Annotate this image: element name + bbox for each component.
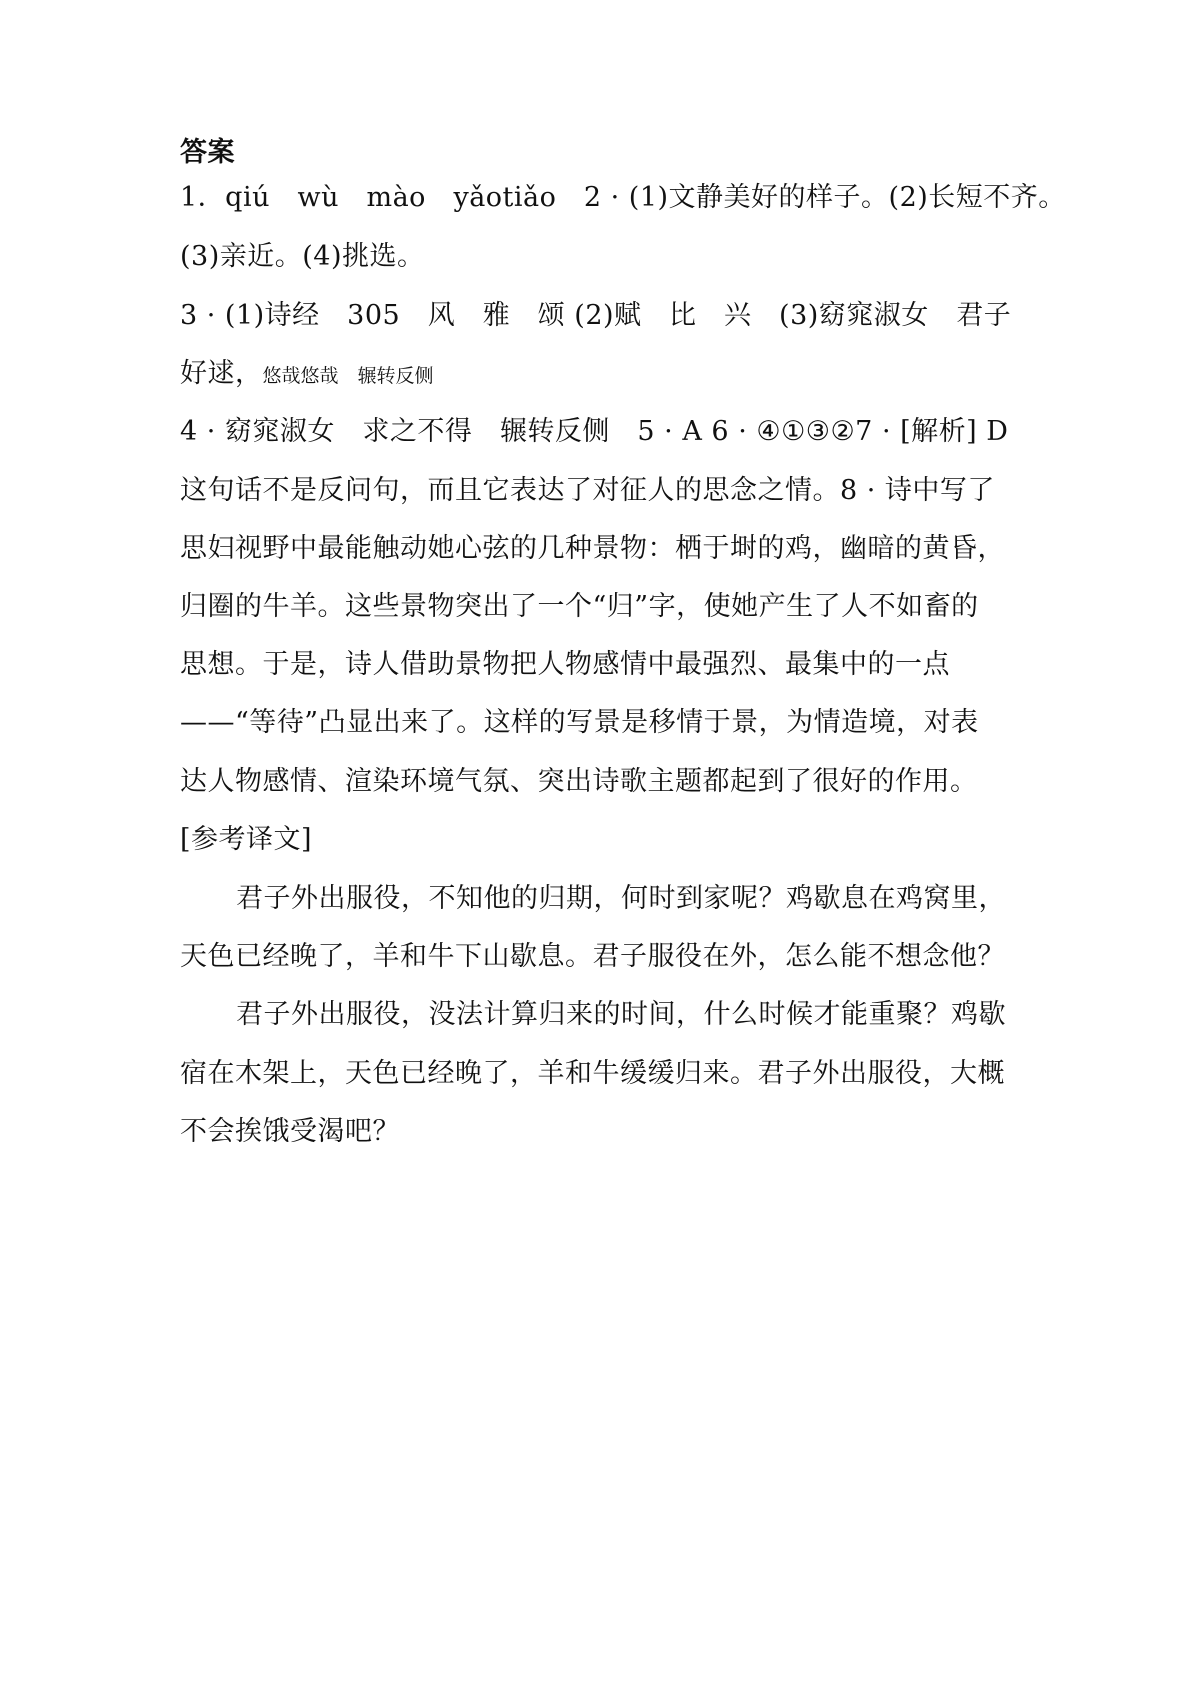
answer-line-4-small: 悠哉悠哉 辗转反侧 (262, 365, 434, 387)
answer-line-4 (180, 357, 434, 393)
translation-p1-line-1: 君子外出服役，不知他的归期，何时到家呢？鸡歇息在鸡窝里， (236, 883, 1006, 914)
answer-line-4-main: 好逑， (180, 358, 263, 389)
translation-p1-line-2: 天色已经晚了，羊和牛下山歇息。君子服役在外，怎么能不想念他？ (180, 941, 1005, 972)
answer-line-6: 这句话不是反问句，而且它表达了对征人的思念之情。8 · 诗中写了 (180, 475, 995, 506)
translation-p2-line-3: 不会挨饿受渴吧？ (180, 1116, 400, 1147)
answer-line-7: 思妇视野中最能触动她心弦的几种景物：栖于埘的鸡，幽暗的黄昏， (180, 533, 1005, 564)
answer-line-10: ——“等待”凸显出来了。这样的写景是移情于景，为情造境，对表 (180, 707, 979, 738)
translation-p2-line-2: 宿在木架上，天色已经晚了，羊和牛缓缓归来。君子外出服役，大概 (180, 1058, 1005, 1089)
translation-p2-line-1: 君子外出服役，没法计算归来的时间，什么时候才能重聚？鸡歇 (236, 999, 1006, 1030)
answer-line-3: 3 · (1)诗经 305 风 雅 颂 (2)赋 比 兴 (3)窈窕淑女 君子 (180, 300, 1012, 331)
answer-heading: 答案 (180, 137, 235, 168)
answer-line-9: 思想。于是，诗人借助景物把人物感情中最强烈、最集中的一点 (180, 649, 950, 680)
answer-line-8: 归圈的牛羊。这些景物突出了一个“归”字，使她产生了人不如畜的 (180, 591, 979, 622)
answer-line-5: 4 · 窈窕淑女 求之不得 辗转反侧 5 · A 6 · ④①③②7 · [解析] D (180, 416, 1009, 447)
translation-title: [参考译文] (180, 824, 313, 855)
answer-line-2: (3)亲近。(4)挑选。 (180, 241, 425, 272)
answer-line-1: 1．qiú wù mào yǎotiǎo 2 · (1)文静美好的样子。(2)长短不齐。 (180, 182, 1066, 213)
answer-line-11: 达人物感情、渲染环境气氛、突出诗歌主题都起到了很好的作用。 (180, 766, 978, 797)
